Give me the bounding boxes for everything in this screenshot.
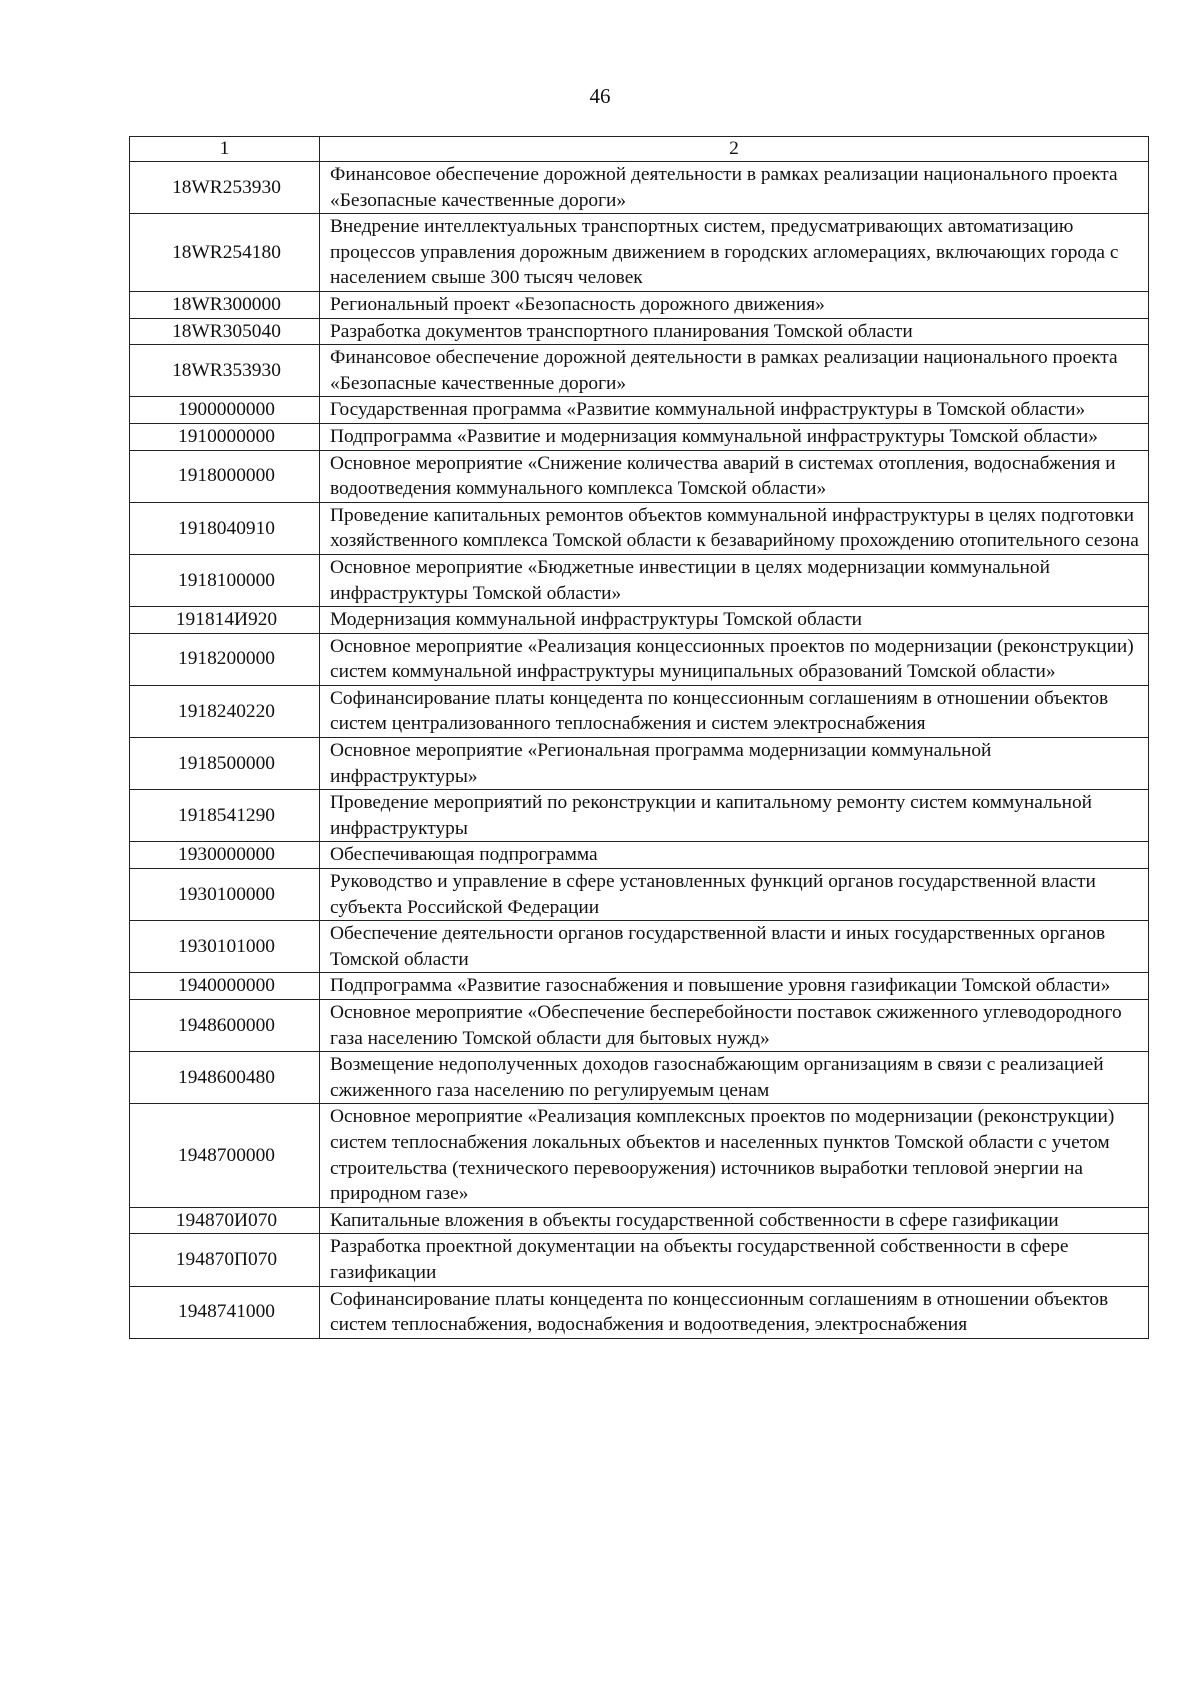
table-row (130, 1207, 1149, 1234)
table-body (130, 162, 1149, 1339)
table-row (130, 738, 1149, 790)
column-header-name: 2 (320, 137, 1149, 162)
table-row (130, 869, 1149, 921)
row-code: 1918200000 (130, 633, 320, 685)
table-row (130, 1286, 1149, 1338)
page-number: 46 (589, 84, 611, 108)
row-name: Основное мероприятие «Обеспечение бесперебойности поставок сжиженного углеводородного газа населению Томской области для бытовых нужд» (320, 1000, 1149, 1052)
row-code: 1918240220 (130, 685, 320, 737)
table-row (130, 1000, 1149, 1052)
table-row (130, 973, 1149, 1000)
row-name: Региональный проект «Безопасность дорожного движения» (320, 291, 1149, 318)
row-code: 18WR253930 (130, 162, 320, 214)
table-row (130, 607, 1149, 634)
table-row (130, 633, 1149, 685)
table-row (130, 790, 1149, 842)
row-name: Софинансирование платы концедента по концессионным соглашениям в отношении объектов систем теплоснабжения, водоснабжения и водоотведения, электроснабжения (320, 1286, 1149, 1338)
row-code: 18WR305040 (130, 318, 320, 345)
row-code: 191814И920 (130, 607, 320, 634)
row-name: Модернизация коммунальной инфраструктуры Томской области (320, 607, 1149, 634)
table-row (130, 685, 1149, 737)
row-code: 1930101000 (130, 921, 320, 973)
table-row (130, 450, 1149, 502)
row-code: 1918500000 (130, 738, 320, 790)
table-row (130, 291, 1149, 318)
row-code: 1918000000 (130, 450, 320, 502)
row-name: Разработка проектной документации на объекты государственной собственности в сфере газификации (320, 1234, 1149, 1286)
row-name: Внедрение интеллектуальных транспортных систем, предусматривающих автоматизацию процессов управления дорожным движением в городских агломерациях, включающих города с населением свыше 300 тысяч человек (320, 214, 1149, 292)
row-name: Основное мероприятие «Бюджетные инвестиции в целях модернизации коммунальной инфраструктуры Томской области» (320, 554, 1149, 606)
row-code: 1948600480 (130, 1052, 320, 1104)
table-row (130, 318, 1149, 345)
row-name: Основное мероприятие «Реализация комплексных проектов по модернизации (реконструкции) систем теплоснабжения локальных объектов и населенных пунктов Томской области с учетом строительства (технического перевооружения) источников выработки тепловой энергии на природном газе» (320, 1104, 1149, 1207)
table-row (130, 502, 1149, 554)
row-name: Проведение капитальных ремонтов объектов коммунальной инфраструктуры в целях подготовки хозяйственного комплекса Томской области к безаварийному прохождению отопительного сезона (320, 502, 1149, 554)
row-code: 1930100000 (130, 869, 320, 921)
row-code: 1918040910 (130, 502, 320, 554)
row-code: 1940000000 (130, 973, 320, 1000)
row-name: Софинансирование платы концедента по концессионным соглашениям в отношении объектов систем централизованного теплоснабжения и систем электроснабжения (320, 685, 1149, 737)
row-name: Основное мероприятие «Снижение количества аварий в системах отопления, водоснабжения и водоотведения коммунального комплекса Томской области» (320, 450, 1149, 502)
row-code: 18WR254180 (130, 214, 320, 292)
row-name: Капитальные вложения в объекты государственной собственности в сфере газификации (320, 1207, 1149, 1234)
table-row (130, 1234, 1149, 1286)
row-code: 1918100000 (130, 554, 320, 606)
table-header-row (130, 137, 1149, 162)
row-name: Проведение мероприятий по реконструкции и капитальному ремонту систем коммунальной инфраструктуры (320, 790, 1149, 842)
column-header-code: 1 (130, 137, 320, 162)
row-code: 18WR300000 (130, 291, 320, 318)
row-code: 194870И070 (130, 1207, 320, 1234)
row-name: Основное мероприятие «Реализация концессионных проектов по модернизации (реконструкции) систем коммунальной инфраструктуры муниципальных образований Томской области» (320, 633, 1149, 685)
row-code: 1948700000 (130, 1104, 320, 1207)
row-code: 1948741000 (130, 1286, 320, 1338)
row-code: 1918541290 (130, 790, 320, 842)
table-row (130, 345, 1149, 397)
row-code: 1910000000 (130, 423, 320, 450)
budget-classification-table (129, 136, 1149, 1339)
row-code: 18WR353930 (130, 345, 320, 397)
row-name: Основное мероприятие «Региональная программа модернизации коммунальной инфраструктуры» (320, 738, 1149, 790)
table-row (130, 1052, 1149, 1104)
row-name: Финансовое обеспечение дорожной деятельности в рамках реализации национального проекта «Безопасные качественные дороги» (320, 345, 1149, 397)
row-code: 1930000000 (130, 842, 320, 869)
table-row (130, 554, 1149, 606)
row-name: Финансовое обеспечение дорожной деятельности в рамках реализации национального проекта «Безопасные качественные дороги» (320, 162, 1149, 214)
row-name: Государственная программа «Развитие коммунальной инфраструктуры в Томской области» (320, 397, 1149, 424)
table-row (130, 423, 1149, 450)
row-name: Подпрограмма «Развитие газоснабжения и повышение уровня газификации Томской области» (320, 973, 1149, 1000)
row-code: 1900000000 (130, 397, 320, 424)
table-row (130, 397, 1149, 424)
table-row (130, 162, 1149, 214)
row-name: Разработка документов транспортного планирования Томской области (320, 318, 1149, 345)
row-name: Подпрограмма «Развитие и модернизация коммунальной инфраструктуры Томской области» (320, 423, 1149, 450)
row-name: Возмещение недополученных доходов газоснабжающим организациям в связи с реализацией сжиженного газа населению по регулируемым ценам (320, 1052, 1149, 1104)
row-name: Руководство и управление в сфере установленных функций органов государственной власти субъекта Российской Федерации (320, 869, 1149, 921)
row-name: Обеспечивающая подпрограмма (320, 842, 1149, 869)
row-code: 1948600000 (130, 1000, 320, 1052)
row-code: 194870П070 (130, 1234, 320, 1286)
row-name: Обеспечение деятельности органов государственной власти и иных государственных органов Томской области (320, 921, 1149, 973)
table-row (130, 921, 1149, 973)
table-row (130, 1104, 1149, 1207)
table-row (130, 842, 1149, 869)
table-row (130, 214, 1149, 292)
